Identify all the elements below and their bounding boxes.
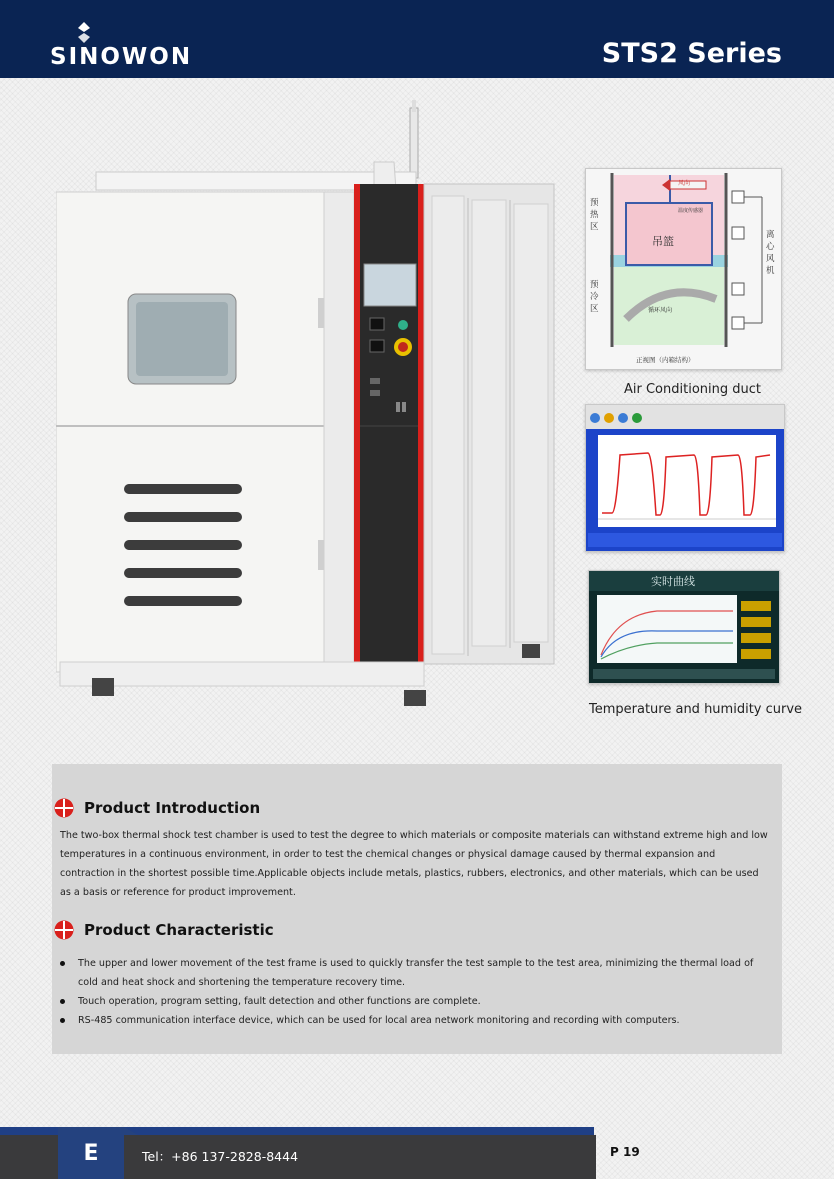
duct-label-wind: 风向: [678, 180, 691, 187]
duct-label-basket: 吊篮: [652, 235, 674, 248]
list-item: [60, 954, 776, 992]
characteristic-list: [60, 954, 776, 1030]
thermal-shock-chamber-image: [56, 100, 576, 730]
section-bullet-icon: [54, 920, 74, 940]
logo-text: SINOWON: [50, 44, 193, 70]
language-badge: E: [58, 1127, 124, 1179]
sinowon-logo: [50, 22, 220, 72]
characteristic-heading: [54, 920, 274, 940]
characteristic-title: Product Characteristic: [84, 921, 274, 939]
list-item-text: The upper and lower movement of the test frame is used to quickly transfer the test sample to the test area, minimizing the thermal load of cold and heat shock and shortening the temperature recovery time.: [78, 958, 754, 988]
page-number: P 19: [610, 1145, 640, 1159]
list-item-text: Touch operation, program setting, fault detection and other functions are complete.: [78, 996, 481, 1007]
introduction-title: Product Introduction: [84, 799, 261, 817]
duct-caption: Air Conditioning duct: [624, 382, 761, 397]
duct-label-precool: 预冷区: [590, 280, 599, 314]
bullet-dot-icon: [60, 1018, 65, 1023]
realtime-curve-title: 实时曲线: [651, 575, 695, 588]
duct-label-front-view: 正视图（内箱结构）: [636, 356, 695, 364]
list-item-text: RS-485 communication interface device, which can be used for local area network monitoring and recording with computers.: [78, 1015, 680, 1026]
page-header: [0, 0, 834, 78]
realtime-curve-screenshot: [588, 570, 780, 684]
duct-label-preheat: 预热区: [590, 198, 599, 232]
section-bullet-icon: [54, 798, 74, 818]
logo-mark-icon: [72, 22, 96, 44]
introduction-text: The two-box thermal shock test chamber is used to test the degree to which materials or composite materials can withstand extreme high and low temperatures in a continuous environment, in order to test the chemical changes or physical damage caused by thermal expansion and contraction in the shortest possible time.Applicable objects include metals, plastics, rubbers, electronics, and other materials, which can be used as a basis or reference for product improvement.: [60, 830, 768, 898]
page-footer: [0, 1127, 834, 1179]
bullet-dot-icon: [60, 999, 65, 1004]
list-item: [60, 992, 776, 1011]
list-item: [60, 1011, 776, 1030]
series-title: STS2 Series: [601, 38, 782, 69]
introduction-heading: [54, 798, 260, 818]
duct-label-fan: 离心风机: [766, 230, 775, 276]
air-duct-diagram: [585, 168, 782, 370]
duct-label-sensor: 温度传感器: [678, 208, 704, 214]
telephone-text: Tel：+86 137-2828-8444: [142, 1149, 299, 1164]
software-curve-screenshot: [585, 404, 785, 552]
duct-label-circulation: 循环风向: [648, 307, 673, 314]
curve-caption: Temperature and humidity curve: [589, 702, 803, 717]
bullet-dot-icon: [60, 961, 65, 966]
